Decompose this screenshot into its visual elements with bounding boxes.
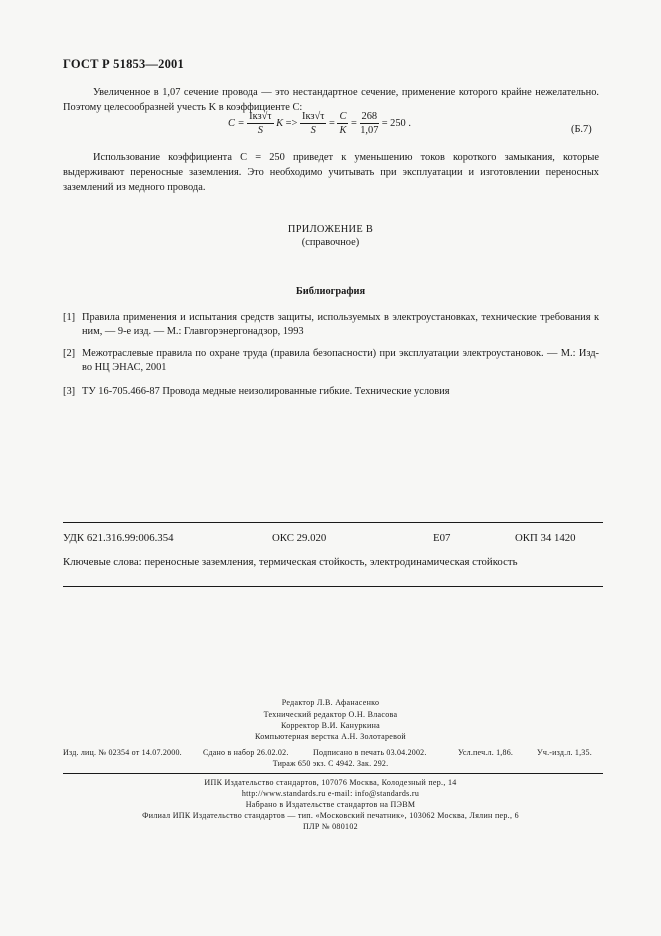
divider-imprint: [63, 773, 603, 774]
imprint-layout: Компьютерная верстка А.Н. Золотаревой: [255, 732, 406, 741]
formula-fraction-4: [360, 110, 380, 137]
formula-arrow: =>: [285, 117, 298, 129]
classification-row: [63, 532, 599, 546]
formula-fraction-3: [337, 110, 348, 137]
e-code: Е07: [433, 532, 451, 544]
formula-fraction-1: [247, 110, 273, 137]
formula-numer-2: Iкз√τ: [302, 111, 325, 122]
document-header-code: ГОСТ Р 51853—2001: [63, 57, 184, 71]
formula-numer-1: Iкз√τ: [249, 111, 272, 122]
formula-b7: [228, 110, 468, 150]
bibliography-ref: [63, 347, 599, 375]
formula-equals-2: =: [351, 117, 357, 129]
ref-number: [3]: [63, 386, 76, 397]
formula-denom-3: K: [339, 125, 347, 136]
publisher-branch: Филиал ИПК Издательство стандартов — тип. «Московский печатник», 103062 Москва, Лялин пер., 6: [142, 811, 519, 820]
divider-top: [63, 522, 603, 523]
ref-text: Правила применения и испытания средств защиты, используемых в электроустановках, технические требования к ним, — 9-е изд. — М.: Главгорэнергонадзор, 1993: [82, 312, 599, 337]
imprint-corrector: Корректор В.И. Кануркина: [280, 721, 381, 730]
formula-result: = 250 .: [381, 117, 411, 129]
pub-print-sheets: Усл.печ.л. 1,86.: [458, 748, 514, 757]
publisher-line: ИПК Издательство стандартов, 107076 Москва, Колодезный пер., 14: [204, 778, 457, 787]
ref-number: [1]: [63, 312, 76, 323]
appendix-subtitle: (справочное): [301, 237, 360, 248]
imprint-tech-editor: Технический редактор О.Н. Власова: [263, 710, 398, 719]
publisher-line: Набрано в Издательстве стандартов на ПЭВМ: [245, 800, 416, 809]
bibliography-ref: [63, 385, 599, 399]
formula-denom-4: 1,07: [360, 125, 379, 136]
publication-tail: Тираж 650 экз. С 4942. Зак. 292.: [272, 759, 389, 768]
imprint-editor: Редактор Л.В. Афанасенко: [281, 698, 380, 707]
oks-code: ОКС 29.020: [272, 532, 327, 544]
formula-denom-2: S: [310, 125, 316, 136]
formula-numer-4: 268: [361, 111, 378, 122]
pub-license: Изд. лиц. № 02354 от 14.07.2000.: [63, 748, 182, 757]
formula-equals-1: =: [328, 117, 335, 129]
formula-numer-3: C: [339, 111, 347, 122]
publisher-web: http://www.standards.ru e-mail: info@standards.ru: [241, 789, 420, 798]
appendix-title: ПРИЛОЖЕНИЕ В: [287, 224, 374, 235]
pub-signed: Подписано в печать 03.04.2002.: [313, 748, 427, 757]
pub-submitted: Сдано в набор 26.02.02.: [203, 748, 289, 757]
divider-bottom: [63, 586, 603, 587]
publisher-plr: ПЛР № 080102: [303, 822, 358, 831]
ref-number: [2]: [63, 348, 76, 359]
paragraph-intro: Увеличенное в 1,07 сечение провода — это нестандартное сечение, применение которого крайне нежелательно. Поэтому целесообразней учесть K в коэффициенте C:: [63, 87, 599, 113]
bibliography-title: Библиография: [295, 286, 366, 297]
formula-lhs: C =: [228, 117, 245, 129]
keywords: Ключевые слова: переносные заземления, термическая стойкость, электродинамическая стойкость: [63, 556, 518, 568]
okp-code: ОКП 34 1420: [515, 532, 576, 544]
pub-sheets: Уч.-изд.л. 1,35.: [537, 748, 592, 757]
publication-row: [63, 748, 603, 759]
udk-code: УДК 621.316.99:006.354: [63, 532, 174, 544]
formula-denom-1: S: [257, 125, 263, 136]
paragraph-coefficient: Использование коэффициента C = 250 приведет к уменьшению токов короткого замыкания, которые выдерживают переносные заземления. Это необходимо учитывать при эксплуатации и изготовлении переносных заземлений из медного провода.: [63, 152, 599, 193]
ref-text: Межотраслевые правила по охране труда (правила безопасности) при эксплуатации электроустановок. — М.: Изд-во НЦ ЭНАС, 2001: [82, 348, 599, 373]
formula-k: K: [276, 117, 284, 129]
formula-number: (Б.7): [571, 124, 592, 135]
bibliography-ref: [63, 311, 599, 339]
ref-text: ТУ 16-705.466-87 Провода медные неизолированные гибкие. Технические условия: [82, 386, 450, 397]
formula-fraction-2: [300, 110, 326, 137]
